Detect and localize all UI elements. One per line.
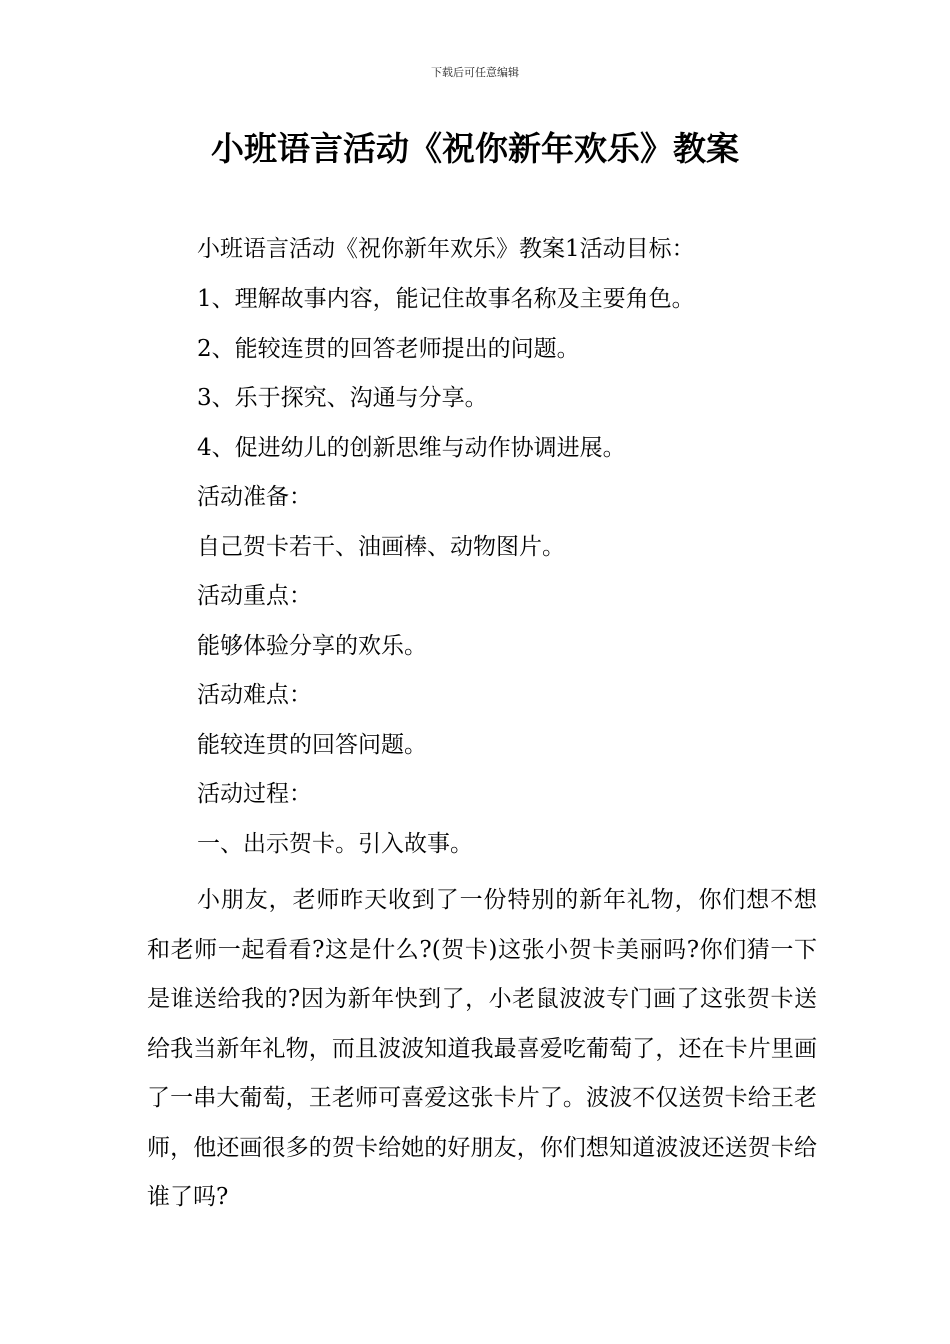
document-title: 小班语言活动《祝你新年欢乐》教案 [211,129,739,168]
section-heading-preparation: 活动准备： [197,484,312,510]
text-line-step-1: 一、出示贺卡。引入故事。 [197,831,473,857]
text-line-goal-1: 1、理解故事内容，能记住故事名称及主要角色。 [197,286,695,312]
text-line-goal-4: 4、促进幼儿的创新思维与动作协调进展。 [197,435,626,461]
text-line-key-point: 能够体验分享的欢乐。 [197,633,427,659]
section-heading-process: 活动过程： [197,781,312,807]
story-paragraph: 小朋友，老师昨天收到了一份特别的新年礼物，你们想不想和老师一起看看?这是什么?(贺卡)这张小贺卡美丽吗?你们猜一下是谁送给我的?因为新年快到了，小老鼠波波专门画了这张贺卡送给我当新年礼物，而且波波知道我最喜爱吃葡萄了，还在卡片里画了一串大葡萄，王老师可喜爱这张卡片了。波波不仅送贺卡给王老师，他还画很多的贺卡给她的好朋友，你们想知道波波还送贺卡给谁了吗? [147,887,817,1210]
section-heading-difficulty: 活动难点： [197,682,312,708]
header-note: 下载后可任意编辑 [431,66,519,79]
section-heading-key-point: 活动重点： [197,583,312,609]
text-line-goal-3: 3、乐于探究、沟通与分享。 [197,385,488,411]
text-line-goal-2: 2、能较连贯的回答老师提出的问题。 [197,336,580,362]
text-line-difficulty: 能较连贯的回答问题。 [197,732,427,758]
text-line-intro: 小班语言活动《祝你新年欢乐》教案1活动目标： [197,236,695,262]
text-line-preparation: 自己贺卡若干、油画棒、动物图片。 [197,534,565,560]
